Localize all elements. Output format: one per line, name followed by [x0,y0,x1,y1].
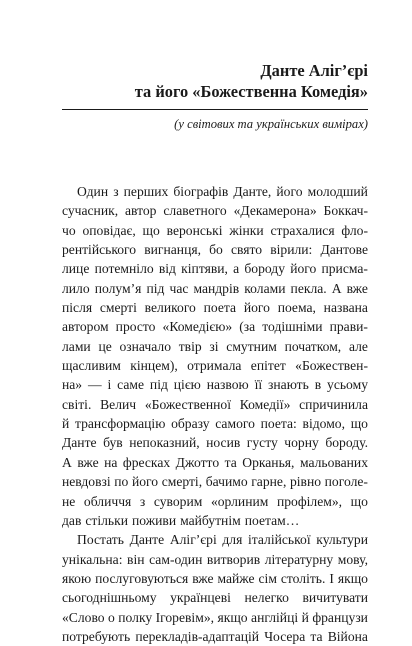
word: століть. [280,570,326,586]
word: англійці [251,609,299,625]
word: обличчя [83,493,132,509]
text-line [62,279,368,298]
word: від [158,261,176,277]
text-line [62,259,368,278]
word: витворив [206,551,261,567]
word: поголе- [324,474,368,490]
word: (за [239,319,256,335]
word: А [331,280,342,296]
word: «Комедією» [162,319,233,335]
word: — [88,377,102,393]
text-line [62,433,368,452]
word: кіптяви, [181,261,228,277]
word: бо [209,242,223,258]
word: просто [115,319,156,335]
word: спричинила [299,396,368,412]
text-line [62,201,368,220]
word: його [243,300,270,316]
text-line [62,414,368,433]
word: Орканья, [242,454,295,470]
word: а [233,261,240,277]
word: сучасник, [62,203,119,219]
word: був [103,435,123,451]
word: майже [217,570,255,586]
page [62,60,368,646]
word: його [290,261,317,277]
word: «Божествен- [295,358,368,374]
word: Війона [327,628,368,644]
word: непоказний, [129,435,200,451]
word: образу [171,416,210,432]
word: Один [77,184,109,199]
word: українцеві [170,590,231,606]
word: для [222,532,243,548]
word: що [142,222,160,238]
word: страхалися [270,222,335,238]
word: сім [258,570,277,586]
word: й [301,609,309,625]
text-line [62,221,368,240]
word: автор [125,203,157,219]
word: по [114,474,129,490]
word: фресках [122,454,171,470]
word: Дантове [320,242,368,258]
word: густу [246,435,278,451]
word: мову, [337,551,368,567]
word: його [131,474,159,490]
word: вичитувати [302,590,368,606]
chapter-title-line-2: та його «Божественна Комедія» [134,82,368,101]
word: на [104,454,118,470]
word: рентійського [62,242,137,258]
text-line [62,608,368,627]
word: це [98,338,112,354]
word: вже [77,454,99,470]
text-line [62,569,368,588]
word: з [113,184,119,199]
word: нелегко [244,590,289,606]
word: якщо [217,609,248,625]
word: Ігоревім», [155,609,215,625]
text-line [62,240,368,259]
word: кінцем), [130,358,178,374]
word: поета [203,300,237,316]
word: славетного [163,203,227,219]
word: фло- [341,222,368,238]
word: означало [119,338,171,354]
text-line [62,453,368,472]
word: присма- [321,261,368,277]
word: унікальна: [62,551,123,567]
text-line [62,627,368,646]
word: А [62,454,72,470]
word: що [350,416,368,432]
word: сам-один [149,551,203,567]
word: веронські [166,222,223,238]
word: культури [316,532,368,548]
word: полум’я [94,280,142,296]
word: Чосера [264,628,306,644]
word: початком, [284,338,342,354]
word: цією [173,377,201,393]
word: Боккач- [323,203,368,219]
word: Данте, [233,184,272,199]
word: поета: [260,416,297,432]
word: суворим [153,493,203,509]
word: потемніло [94,261,154,277]
text-line [62,550,368,569]
word: полку [118,609,153,625]
body-text [62,182,368,646]
word: автором [62,319,109,335]
word: не [62,493,76,509]
word: що [350,493,368,509]
word: стільки [85,512,128,528]
word: носив [206,435,241,451]
text-line [62,337,368,356]
chapter-subtitle: (у світових та українських вимірах) [174,117,368,131]
word: пекла. [290,280,327,296]
text-line [62,530,368,549]
word: літературну [264,551,334,567]
word: на» [62,377,83,393]
word: названа [323,300,368,316]
word: він [127,551,145,567]
word: знають [268,377,309,393]
word: час [169,280,189,296]
word: світі. [62,396,92,412]
paragraph-1 [62,182,368,530]
word: в [314,377,322,393]
word: «Слово [62,609,105,625]
word: послуговуються [95,570,189,586]
word: й [62,416,70,432]
word: вже [346,280,368,296]
word: сьогоднішньому [62,590,157,606]
word: та [224,454,237,470]
word: його [276,184,303,199]
word: під [146,280,165,296]
word: жінки [229,222,264,238]
word: поема, [277,300,316,316]
word: епітет [250,358,286,374]
word: бачимо [205,474,248,490]
word: лице [62,261,90,277]
word: щасливим [62,358,121,374]
word: але [348,338,368,354]
text-line [62,182,368,201]
word: Комедії» [239,396,291,412]
text-line [62,492,368,511]
word: невдовзі [62,474,111,490]
word: о [108,609,115,625]
word: перших [123,184,169,199]
word: «Декамерона» [233,203,317,219]
word: та [310,628,323,644]
word: рівно [289,474,322,490]
text-line [62,298,368,317]
text-line [62,375,368,394]
word: «орлиним [210,493,269,509]
word: якою [62,570,92,586]
word: чорну [284,435,319,451]
word: саме [117,377,145,393]
word: поетам… [244,512,300,528]
word: зі [209,338,219,354]
word: перекладів-адаптацій [135,628,260,644]
word: усьому [327,377,368,393]
word: і [107,377,112,393]
text-line [62,588,368,607]
word: бороду [244,261,285,277]
text-line [62,395,368,414]
text-line [62,472,368,491]
word: смерті [99,300,137,316]
word: Данте [129,532,165,548]
word: дав [62,512,82,528]
title-divider [62,109,368,110]
word: смутним [226,338,277,354]
word: колами [244,280,286,296]
word: лило [62,280,90,296]
chapter-title-line-1: Данте Аліг’єрі [260,61,368,80]
word: «Божественної [144,396,231,412]
word: французи [312,609,368,625]
word: після [62,300,93,316]
word: самого [215,416,255,432]
word: назвою [206,377,249,393]
word: гарне, [251,474,287,490]
word: смерті, [161,474,203,490]
word: вигнанця, [144,242,201,258]
word: бороду. [325,435,368,451]
word: І [329,570,334,586]
word: вірили: [270,242,313,258]
word: оповідає, [82,222,136,238]
text-line [62,317,368,336]
word: Аліг’єрі [169,532,217,548]
word: вже [192,570,214,586]
word: мальованих [299,454,368,470]
word: твір [178,338,202,354]
word: Велич [100,396,137,412]
word: Постать [77,532,124,548]
word: чо [62,222,76,238]
paragraph-2 [62,530,368,646]
word: отримала [187,358,242,374]
text-line [62,356,368,375]
text-line [62,511,368,530]
word: прави- [329,319,368,335]
word: молодший [307,184,368,199]
word: якщо [337,570,368,586]
word: мандрів [193,280,240,296]
word: її [254,377,263,393]
word: Джотто [175,454,220,470]
word: великого [144,300,196,316]
word: майбутнім [180,512,241,528]
word: італійської [248,532,311,548]
word: поживи [132,512,177,528]
word: відомо, [302,416,345,432]
word: з [139,493,146,509]
word: трансформацію [75,416,166,432]
word: Данте [62,435,97,451]
word: біографів [173,184,229,199]
word: лами [62,338,91,354]
word: свято [231,242,263,258]
word: потребують [62,628,131,644]
chapter-title [62,60,368,102]
word: під [149,377,168,393]
word: тодішніми [262,319,323,335]
word: профілем», [276,493,343,509]
